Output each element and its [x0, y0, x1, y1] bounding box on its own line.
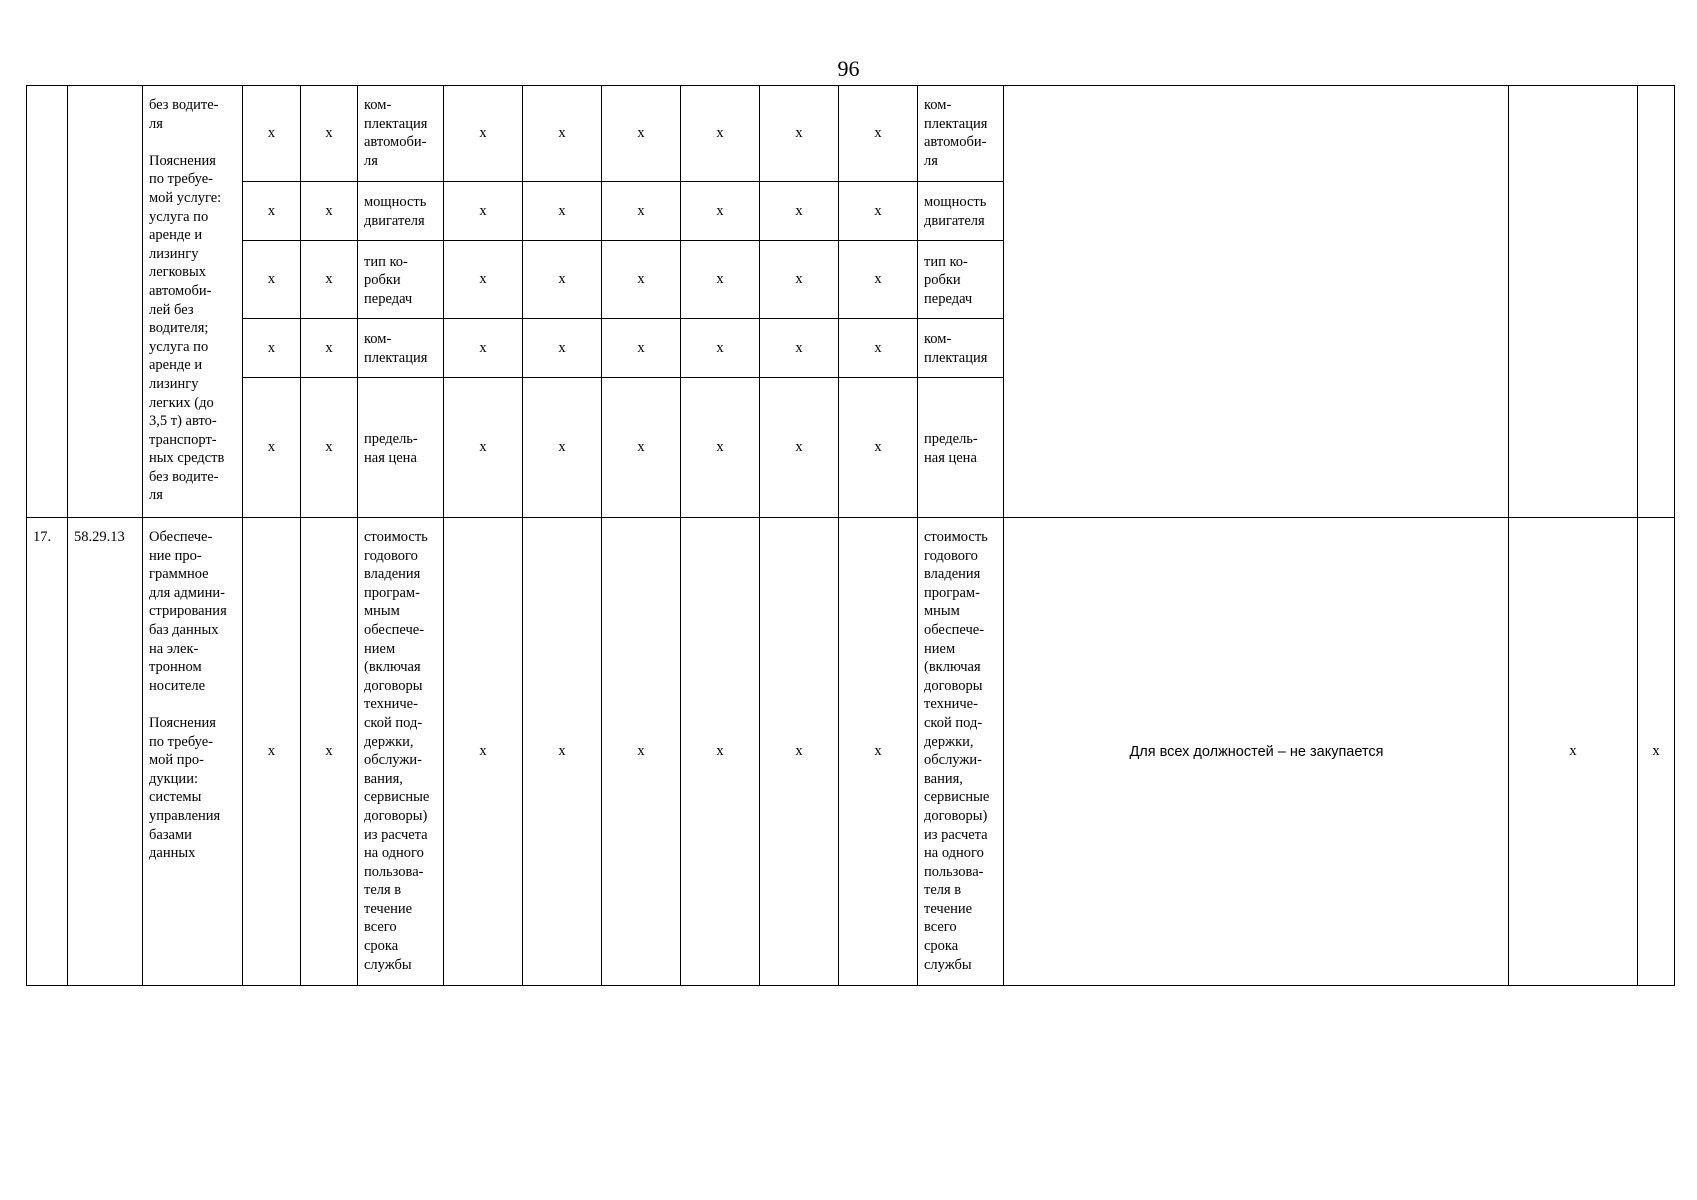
x-mark: x — [523, 518, 602, 986]
x-mark: x — [839, 86, 918, 182]
characteristic-right-cell: ком- плектация автомоби- ля — [918, 86, 1004, 182]
x-mark: x — [301, 319, 358, 378]
x-mark: x — [760, 518, 839, 986]
x-mark: x — [444, 319, 523, 378]
x-mark: x — [839, 241, 918, 319]
characteristic-right-cell: мощность двигателя — [918, 182, 1004, 241]
x-mark: x — [243, 518, 301, 986]
x-mark: x — [523, 319, 602, 378]
x-mark: x — [760, 86, 839, 182]
x-mark: x — [760, 378, 839, 518]
x-mark: x — [301, 86, 358, 182]
okpd-code-cell: 58.29.13 — [68, 518, 143, 986]
characteristic-cell: ком- плектация автомоби- ля — [358, 86, 444, 182]
extra-cell — [1638, 86, 1675, 518]
characteristic-right-cell: ком- плектация — [918, 319, 1004, 378]
x-mark: x — [839, 319, 918, 378]
x-mark: x — [243, 86, 301, 182]
x-mark: x — [444, 518, 523, 986]
characteristic-cell: тип ко- робки передач — [358, 241, 444, 319]
x-mark: x — [243, 319, 301, 378]
characteristic-cell: ком- плектация — [358, 319, 444, 378]
x-mark: x — [243, 182, 301, 241]
product-name-cell: Обеспече- ние про- граммное для админи- стрирования баз данных на элек- тронном носителе Пояснения по требуе- мой про- дукции: системы управления базами данных — [143, 518, 243, 986]
x-mark: x — [523, 241, 602, 319]
x-mark: x — [444, 86, 523, 182]
x-mark: x — [602, 518, 681, 986]
x-mark: x — [523, 86, 602, 182]
x-mark: x — [839, 518, 918, 986]
x-mark: x — [681, 86, 760, 182]
x-mark: x — [301, 182, 358, 241]
table-row — [27, 86, 1675, 182]
x-mark: x — [301, 241, 358, 319]
table-row — [27, 518, 1675, 986]
x-mark: x — [602, 319, 681, 378]
x-mark: x — [602, 182, 681, 241]
note-cell: Для всех должностей – не закупается — [1004, 518, 1509, 986]
characteristic-right-cell: предель- ная цена — [918, 378, 1004, 518]
x-mark: x — [681, 241, 760, 319]
x-mark: x — [243, 378, 301, 518]
note-cell — [1004, 86, 1509, 518]
characteristic-cell: предель- ная цена — [358, 378, 444, 518]
characteristic-right-cell: стоимость годового владения програм- мным обеспече- нием (включая договоры техниче- ской под- держки, обслужи- вания, сервисные договоры) из расчета на одного пользова- теля в течение всего срока службы — [918, 518, 1004, 986]
x-mark: x — [301, 518, 358, 986]
characteristic-cell: стоимость годового владения програм- мным обеспече- нием (включая договоры техниче- ской под- держки, обслужи- вания, сервисные договоры) из расчета на одного пользова- теля в течение всего срока службы — [358, 518, 444, 986]
row-number-cell — [27, 86, 68, 518]
x-mark: x — [523, 378, 602, 518]
x-mark: x — [681, 319, 760, 378]
row-number-cell: 17. — [27, 518, 68, 986]
x-mark: x — [681, 518, 760, 986]
product-name-cell: без водите- ля Пояснения по требуе- мой услуге: услуга по аренде и лизингу легковых автомоби- лей без водителя; услуга по аренде и лизингу легких (до 3,5 т) авто- транспорт- ных средств без водите- ля — [143, 86, 243, 518]
x-mark: x — [243, 241, 301, 319]
x-mark: x — [1509, 518, 1638, 986]
extra-cell — [1509, 86, 1638, 518]
x-mark: x — [681, 182, 760, 241]
x-mark: x — [760, 182, 839, 241]
characteristic-cell: мощность двигателя — [358, 182, 444, 241]
okpd-code-cell — [68, 86, 143, 518]
page-number: 96 — [837, 56, 860, 81]
x-mark: x — [1638, 518, 1675, 986]
x-mark: x — [444, 241, 523, 319]
x-mark: x — [602, 378, 681, 518]
x-mark: x — [760, 319, 839, 378]
x-mark: x — [760, 241, 839, 319]
x-mark: x — [444, 378, 523, 518]
characteristic-right-cell: тип ко- робки передач — [918, 241, 1004, 319]
x-mark: x — [444, 182, 523, 241]
x-mark: x — [301, 378, 358, 518]
x-mark: x — [681, 378, 760, 518]
x-mark: x — [523, 182, 602, 241]
x-mark: x — [602, 241, 681, 319]
x-mark: x — [602, 86, 681, 182]
requirements-table — [26, 85, 1675, 986]
x-mark: x — [839, 378, 918, 518]
x-mark: x — [839, 182, 918, 241]
